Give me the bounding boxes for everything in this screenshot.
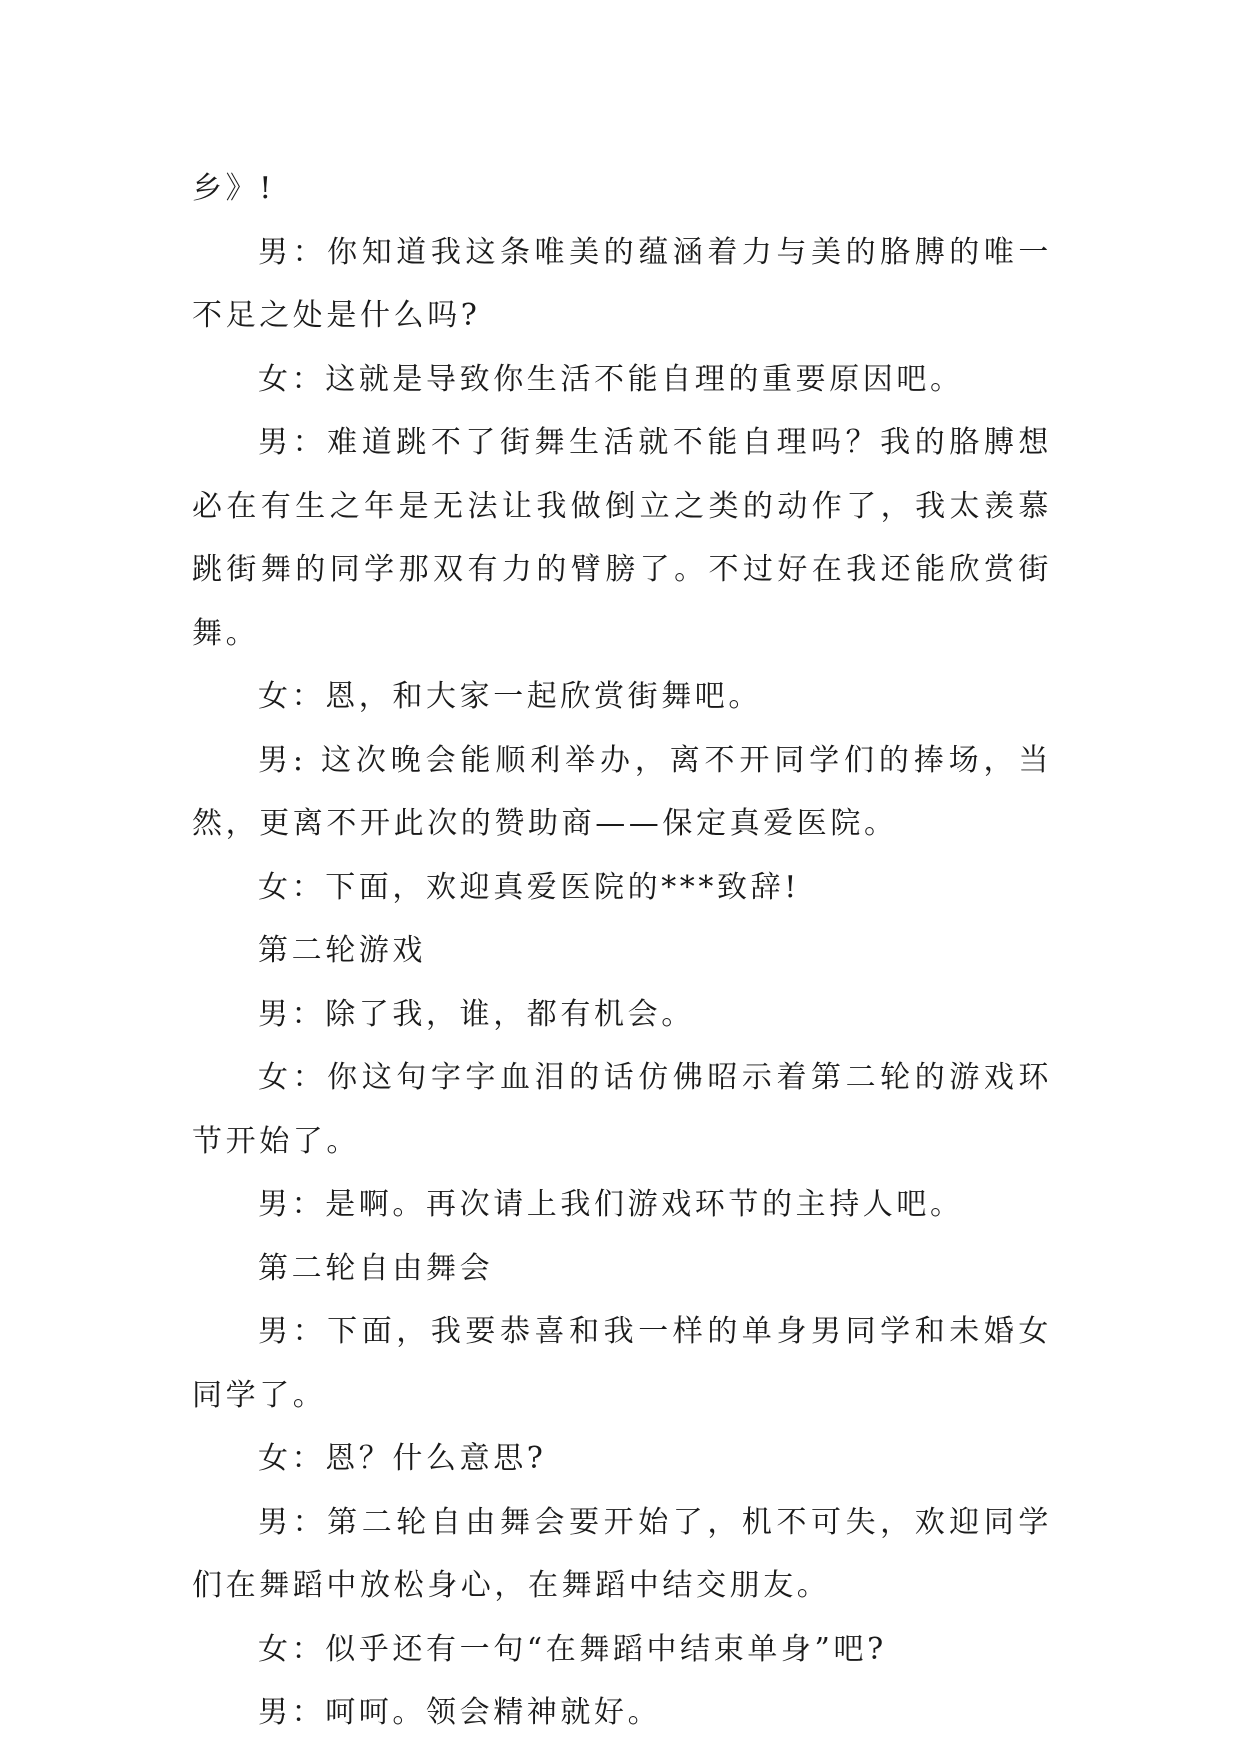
paragraph: 女：似乎还有一句“在舞蹈中结束单身”吧? <box>258 1631 887 1667</box>
paragraph: 男：难道跳不了街舞生活就不能自理吗？我的胳膊想必在有生之年是无法让我做倒立之类的动作了，我太羡慕跳街舞的同学那双有力的臂膀了。不过好在我还能欣赏街舞。 <box>192 425 1052 651</box>
paragraph: 男：除了我，谁，都有机会。 <box>258 996 695 1032</box>
paragraph: 男：呵呵。领会精神就好。 <box>258 1695 662 1730</box>
paragraph: 男：第二轮自由舞会要开始了，机不可失，欢迎同学们在舞蹈中放松身心，在舞蹈中结交朋友。 <box>192 1504 1052 1603</box>
paragraph: 女：你这句字字血泪的话仿佛昭示着第二轮的游戏环节开始了。 <box>192 1060 1052 1159</box>
paragraph: 女：恩？什么意思? <box>258 1441 547 1476</box>
paragraph: 男：下面，我要恭喜和我一样的单身男同学和未婚女同学了。 <box>192 1314 1052 1413</box>
document-body <box>192 157 1052 1745</box>
section-heading: 第二轮游戏 <box>258 933 426 968</box>
paragraph: 女：这就是导致你生活不能自理的重要原因吧。 <box>258 361 964 397</box>
paragraph: 男：你知道我这条唯美的蕴涵着力与美的胳膊的唯一不足之处是什么吗? <box>192 234 1052 333</box>
paragraph: 女：恩，和大家一起欣赏街舞吧。 <box>258 679 762 714</box>
section-heading: 第二轮自由舞会 <box>258 1250 494 1286</box>
paragraph: 男：是啊。再次请上我们游戏环节的主持人吧。 <box>258 1187 964 1222</box>
paragraph: 男: 这次晚会能顺利举办，离不开同学们的捧场，当然，更离不开此次的赞助商——保定真爱医院。 <box>192 742 1052 841</box>
paragraph: 女：下面，欢迎真爱医院的***致辞! <box>258 869 800 905</box>
paragraph: 乡》! <box>192 171 275 206</box>
